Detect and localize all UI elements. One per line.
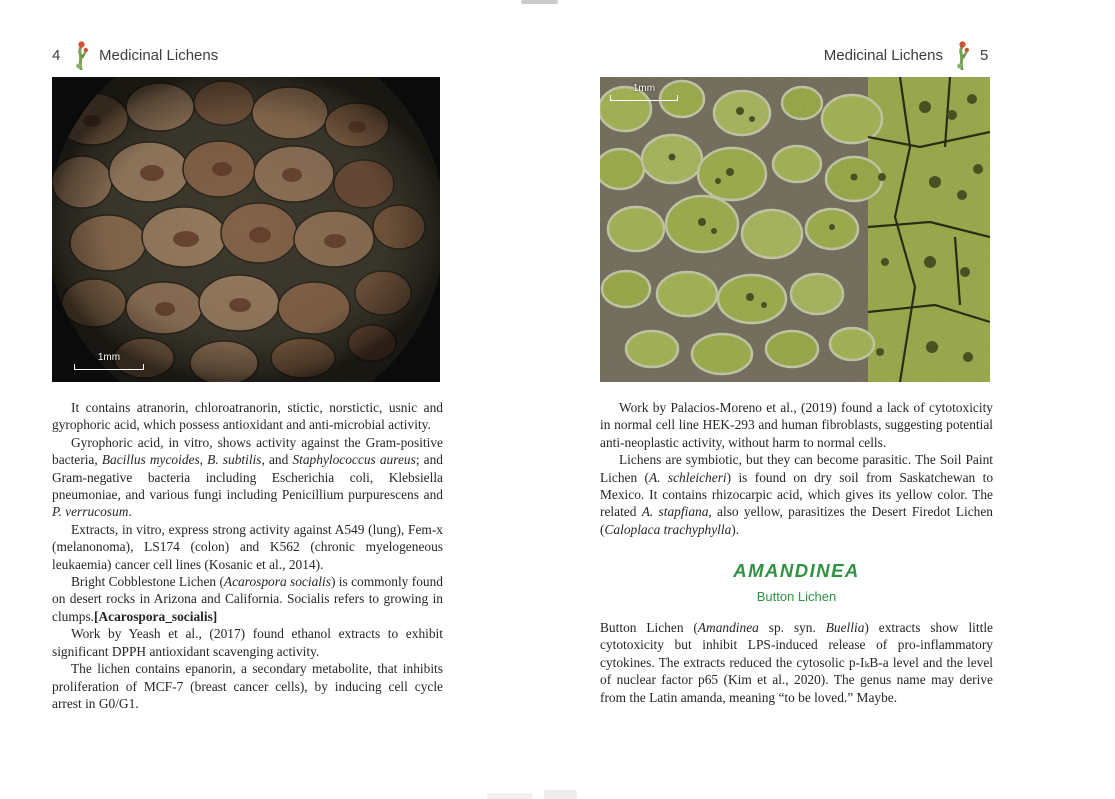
common-name-subheading: Button Lichen (756, 588, 837, 604)
right-page-header (824, 40, 990, 70)
paragraph: Bright Cobblestone Lichen (Acarospora socialis) is commonly found on desert rocks in Arizona and California. Socialis refers to growing in clumps.[Acarospora_socialis] (52, 574, 443, 624)
scale-bar-label: 1mm (97, 352, 121, 363)
scale-bar-bracket-icon (610, 95, 678, 101)
right-lichen-photo (600, 77, 990, 382)
left-page-header (52, 40, 218, 70)
paragraph: Button Lichen (Amandinea sp. syn. Buellia) extracts show little cytotoxicity but inhibit LPS-induced release of pro-inflammatory cytokines. The extracts reduced the cytosolic p-IₖB-a level and the level of nuclear factor p65 (Kim et al., 2020). The genus name may derive from the Latin amanda, meaning “to be loved.” Maybe. (600, 620, 993, 705)
scale-bar-label: 1mm (632, 83, 656, 94)
paragraph: The lichen contains epanorin, a secondary metabolite, that inhibits proliferation of MCF-7 (breast cancer cells), by inducing cell cycle arrest in G0/G1. (52, 661, 443, 711)
paragraph: It contains atranorin, chloroatranorin, stictic, norstictic, usnic and gyrophoric acid, which possess antioxidant and anti-microbial activity. (52, 400, 443, 433)
lichen-icon (71, 40, 90, 70)
paragraph: Work by Palacios-Moreno et al., (2019) found a lack of cytotoxicity in normal cell line HEK-293 and human fibroblasts, suggesting potential anti-neoplastic activity, without harm to normal cells. (600, 400, 993, 450)
genus-heading: AMANDINEA (733, 560, 860, 582)
running-title-right: Medicinal Lichens (823, 46, 943, 64)
page-number-left: 4 (52, 46, 61, 64)
paragraph: Extracts, in vitro, express strong activity against A549 (lung), Fem-x (melanonoma), LS174 (colon) and K562 (chronic myelogeneous leukaemia) cancer cell lines (Kosanic et al., 2014). (52, 521, 443, 572)
scale-bar (610, 83, 678, 101)
running-title-left: Medicinal Lichens (99, 46, 219, 64)
paragraph: Work by Yeash et al., (2017) found ethanol extracts to exhibit significant DPPH antioxidant scavenging activity. (52, 626, 443, 659)
bottom-edge-artifact (544, 790, 577, 799)
top-edge-artifact (521, 0, 558, 4)
right-page-text-column (600, 399, 993, 706)
scale-bar (74, 352, 144, 370)
left-page-text-column (52, 399, 443, 712)
scale-bar-bracket-icon (74, 364, 144, 370)
bottom-edge-artifact (487, 793, 533, 799)
lichen-icon (952, 40, 971, 70)
paragraph: Gyrophoric acid, in vitro, shows activity against the Gram-positive bacteria, Bacillus mycoides, B. subtilis, and Staphylococcus aureus; and Gram-negative bacteria including Escherichia coli, Klebsiella pneumoniae, and various fungi including Penicillium purpurescens and P. verrucosum. (52, 434, 443, 520)
page-number-right: 5 (980, 46, 989, 64)
left-lichen-photo (52, 77, 440, 382)
paragraph: Lichens are symbiotic, but they can become parasitic. The Soil Paint Lichen (A. schleicheri) is found on dry soil from Saskatchewan to Mexico. It contains rhizocarpic acid, which gives its yellow color. The related A. stapfiana, also yellow, parasitizes the Desert Firedot Lichen (Caloplaca trachyphylla). (600, 452, 994, 537)
